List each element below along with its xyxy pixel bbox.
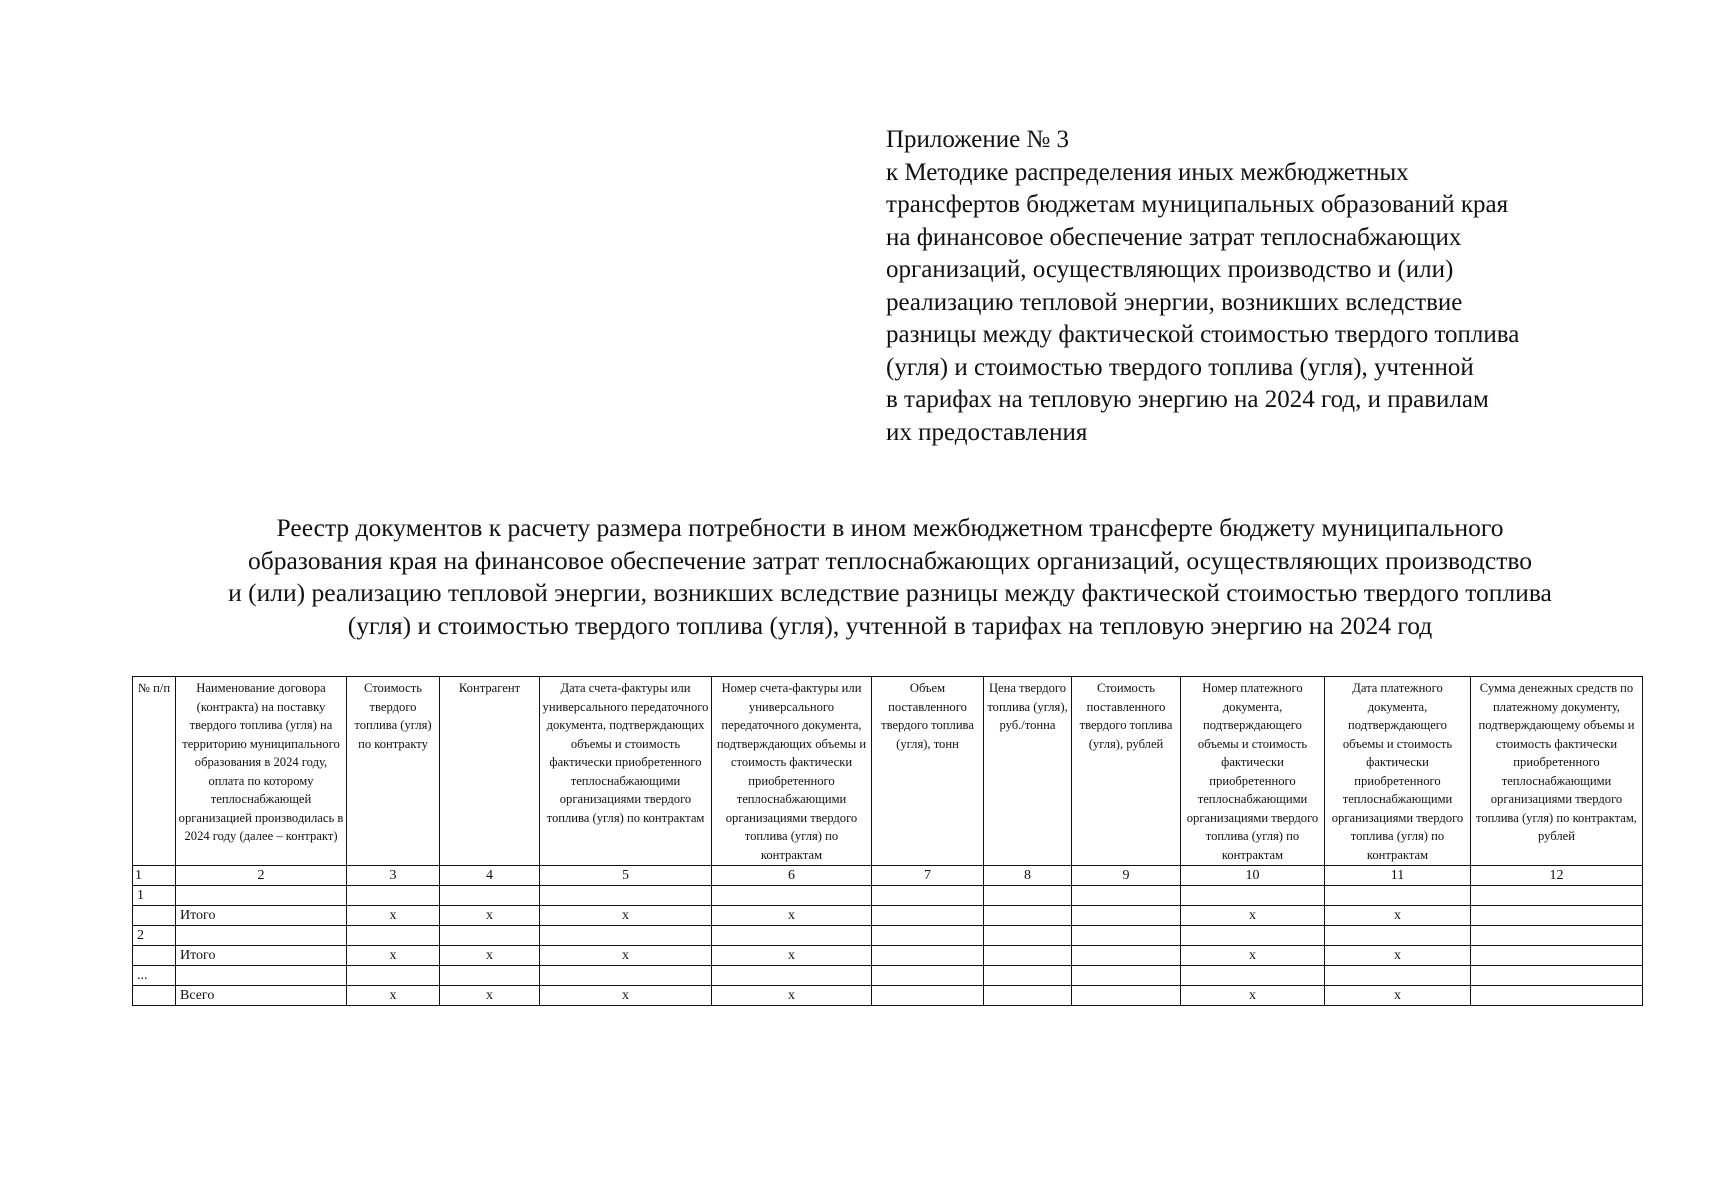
table-cell [1181, 886, 1325, 906]
table-cell [347, 966, 440, 986]
table-cell [712, 966, 872, 986]
table-row [133, 926, 1643, 946]
appendix-line: трансфертов бюджетам муниципальных образований края [886, 191, 1509, 218]
table-cell [1072, 946, 1181, 966]
table-cell [1072, 986, 1181, 1006]
table-cell [540, 886, 712, 906]
header-cell-payment-date: Дата платежного документа, подтверждающего объемы и стоимость фактически приобретенного теплоснабжающими организациями твердого топлива (угля) по контрактам [1325, 677, 1471, 866]
table-cell: Итого [176, 946, 347, 966]
appendix-line: их предоставления [886, 418, 1088, 446]
table-cell [1181, 966, 1325, 986]
header-cell-fuel-volume: Объем поставленного твердого топлива (угля), тонн [872, 677, 984, 866]
title-line: Реестр документов к расчету размера потребности в ином межбюджетном трансферте бюджету муниципального [276, 513, 1504, 542]
table-cell [872, 966, 984, 986]
table-cell: x [1181, 906, 1325, 926]
table-row [133, 966, 1643, 986]
table-cell: x [712, 906, 872, 926]
appendix-line: (угля) и стоимостью твердого топлива (угля), учтенной [886, 353, 1474, 381]
column-number-row [133, 866, 1643, 886]
table-cell [984, 966, 1072, 986]
table-cell [1072, 926, 1181, 946]
table-cell: x [1325, 906, 1471, 926]
appendix-line: разницы между фактической стоимостью твердого топлива [886, 321, 1520, 348]
title-line: (угля) и стоимостью твердого топлива (угля), учтенной в тарифах на тепловую энергию на 2024 год [347, 610, 1433, 640]
table-cell [1471, 946, 1643, 966]
column-number-cell: 5 [540, 866, 712, 886]
table-cell [1072, 966, 1181, 986]
table-cell [1471, 906, 1643, 926]
table-cell [1471, 986, 1643, 1006]
title-line: и (или) реализацию тепловой энергии, возникших вследствие разницы между фактической стоимостью твердого топлива [228, 578, 1552, 607]
table-cell [1471, 966, 1643, 986]
table-cell: x [1325, 986, 1471, 1006]
table-cell [176, 886, 347, 906]
table-row [133, 986, 1643, 1006]
table-cell [872, 946, 984, 966]
table-cell [1325, 926, 1471, 946]
header-cell-payment-number: Номер платежного документа, подтверждающего объемы и стоимость фактически приобретенного теплоснабжающими организациями твердого топлива (угля) по контрактам [1181, 677, 1325, 866]
column-number-cell: 7 [872, 866, 984, 886]
table-cell [176, 966, 347, 986]
table-cell [984, 906, 1072, 926]
table-cell [872, 986, 984, 1006]
appendix-line: на финансовое обеспечение затрат теплоснабжающих [886, 223, 1462, 251]
table-cell [347, 886, 440, 906]
header-cell-contract-name: Наименование договора (контракта) на поставку твердого топлива (угля) на территорию муниципального образования в 2024 году, оплата по которому теплоснабжающей организацией производилась в 2024 году (далее – контракт) [176, 677, 347, 866]
table-cell [872, 906, 984, 926]
table-cell: x [440, 986, 540, 1006]
column-number-cell: 11 [1325, 866, 1471, 886]
table-cell [984, 986, 1072, 1006]
table-cell: 1 [133, 886, 176, 906]
appendix-block [886, 124, 1666, 449]
column-number-cell: 4 [440, 866, 540, 886]
registry-table [132, 676, 1643, 1006]
table-cell: x [347, 906, 440, 926]
table-cell: x [1181, 986, 1325, 1006]
table-cell [872, 926, 984, 946]
table-cell [540, 926, 712, 946]
appendix-line: реализацию тепловой энергии, возникших вследствие [886, 288, 1463, 316]
table-cell [712, 926, 872, 946]
column-number-cell: 2 [176, 866, 347, 886]
column-number-cell: 12 [1471, 866, 1643, 886]
appendix-line: в тарифах на тепловую энергию на 2024 год, и правилам [886, 386, 1489, 413]
column-number-cell: 8 [984, 866, 1072, 886]
table-cell: x [440, 946, 540, 966]
header-cell-invoice-number: Номер счета-фактуры или универсального передаточного документа, подтверждающих объемы и стоимость фактически приобретенного теплоснабжающими организациями твердого топлива (угля) по контрактам [712, 677, 872, 866]
table-cell [1072, 906, 1181, 926]
table-cell: x [540, 906, 712, 926]
table-cell: x [712, 946, 872, 966]
header-cell-contract-cost: Стоимость твердого топлива (угля) по контракту [347, 677, 440, 866]
table-cell [347, 926, 440, 946]
title-line: образования края на финансовое обеспечение затрат теплоснабжающих организаций, осуществляющих производство [248, 545, 1532, 575]
appendix-heading: Приложение № 3 [886, 126, 1070, 153]
registry-title [120, 512, 1660, 642]
table-cell [984, 946, 1072, 966]
table-body [133, 866, 1643, 1006]
table-cell [440, 966, 540, 986]
table-cell: x [440, 906, 540, 926]
table-cell [540, 966, 712, 986]
table-cell [1325, 966, 1471, 986]
table-cell: x [712, 986, 872, 1006]
header-cell-fuel-price: Цена твердого топлива (угля), руб./тонна [984, 677, 1072, 866]
table-cell: x [347, 986, 440, 1006]
table-cell: 2 [133, 926, 176, 946]
table-cell [984, 926, 1072, 946]
table-cell [984, 886, 1072, 906]
table-cell [1471, 886, 1643, 906]
header-cell-payment-amount: Сумма денежных средств по платежному документу, подтверждающему объемы и стоимость фактически приобретенного теплоснабжающими организациями твердого топлива (угля) по контрактам, рублей [1471, 677, 1643, 866]
column-number-cell: 3 [347, 866, 440, 886]
table-cell [1325, 886, 1471, 906]
column-number-cell: 1 [133, 866, 176, 886]
table-row [133, 946, 1643, 966]
header-cell-invoice-date: Дата счета-фактуры или универсального передаточного документа, подтверждающих объемы и стоимость фактически приобретенного теплоснабжающими организациями твердого топлива (угля) по контрактам [540, 677, 712, 866]
table-cell [440, 886, 540, 906]
header-row [133, 677, 1643, 866]
table-cell [440, 926, 540, 946]
table-cell [133, 906, 176, 926]
header-cell-fuel-cost: Стоимость поставленного твердого топлива (угля), рублей [1072, 677, 1181, 866]
table-cell: Итого [176, 906, 347, 926]
appendix-line: к Методике распределения иных межбюджетных [886, 158, 1409, 186]
table-cell: x [1325, 946, 1471, 966]
table-cell [1072, 886, 1181, 906]
column-number-cell: 10 [1181, 866, 1325, 886]
table-cell: x [347, 946, 440, 966]
table-cell [133, 946, 176, 966]
header-cell-counterparty: Контрагент [440, 677, 540, 866]
table-cell [1471, 926, 1643, 946]
table-cell [1181, 926, 1325, 946]
appendix-line: организаций, осуществляющих производство и (или) [886, 256, 1454, 283]
table-cell [712, 886, 872, 906]
column-number-cell: 9 [1072, 866, 1181, 886]
table-row [133, 906, 1643, 926]
table-cell: x [540, 946, 712, 966]
table-cell: ... [133, 966, 176, 986]
table-row [133, 886, 1643, 906]
header-cell-number: № п/п [133, 677, 176, 866]
column-number-cell: 6 [712, 866, 872, 886]
table-cell [872, 886, 984, 906]
table-cell [176, 926, 347, 946]
table-cell: Всего [176, 986, 347, 1006]
table-cell: x [540, 986, 712, 1006]
table-cell [133, 986, 176, 1006]
table-cell: x [1181, 946, 1325, 966]
